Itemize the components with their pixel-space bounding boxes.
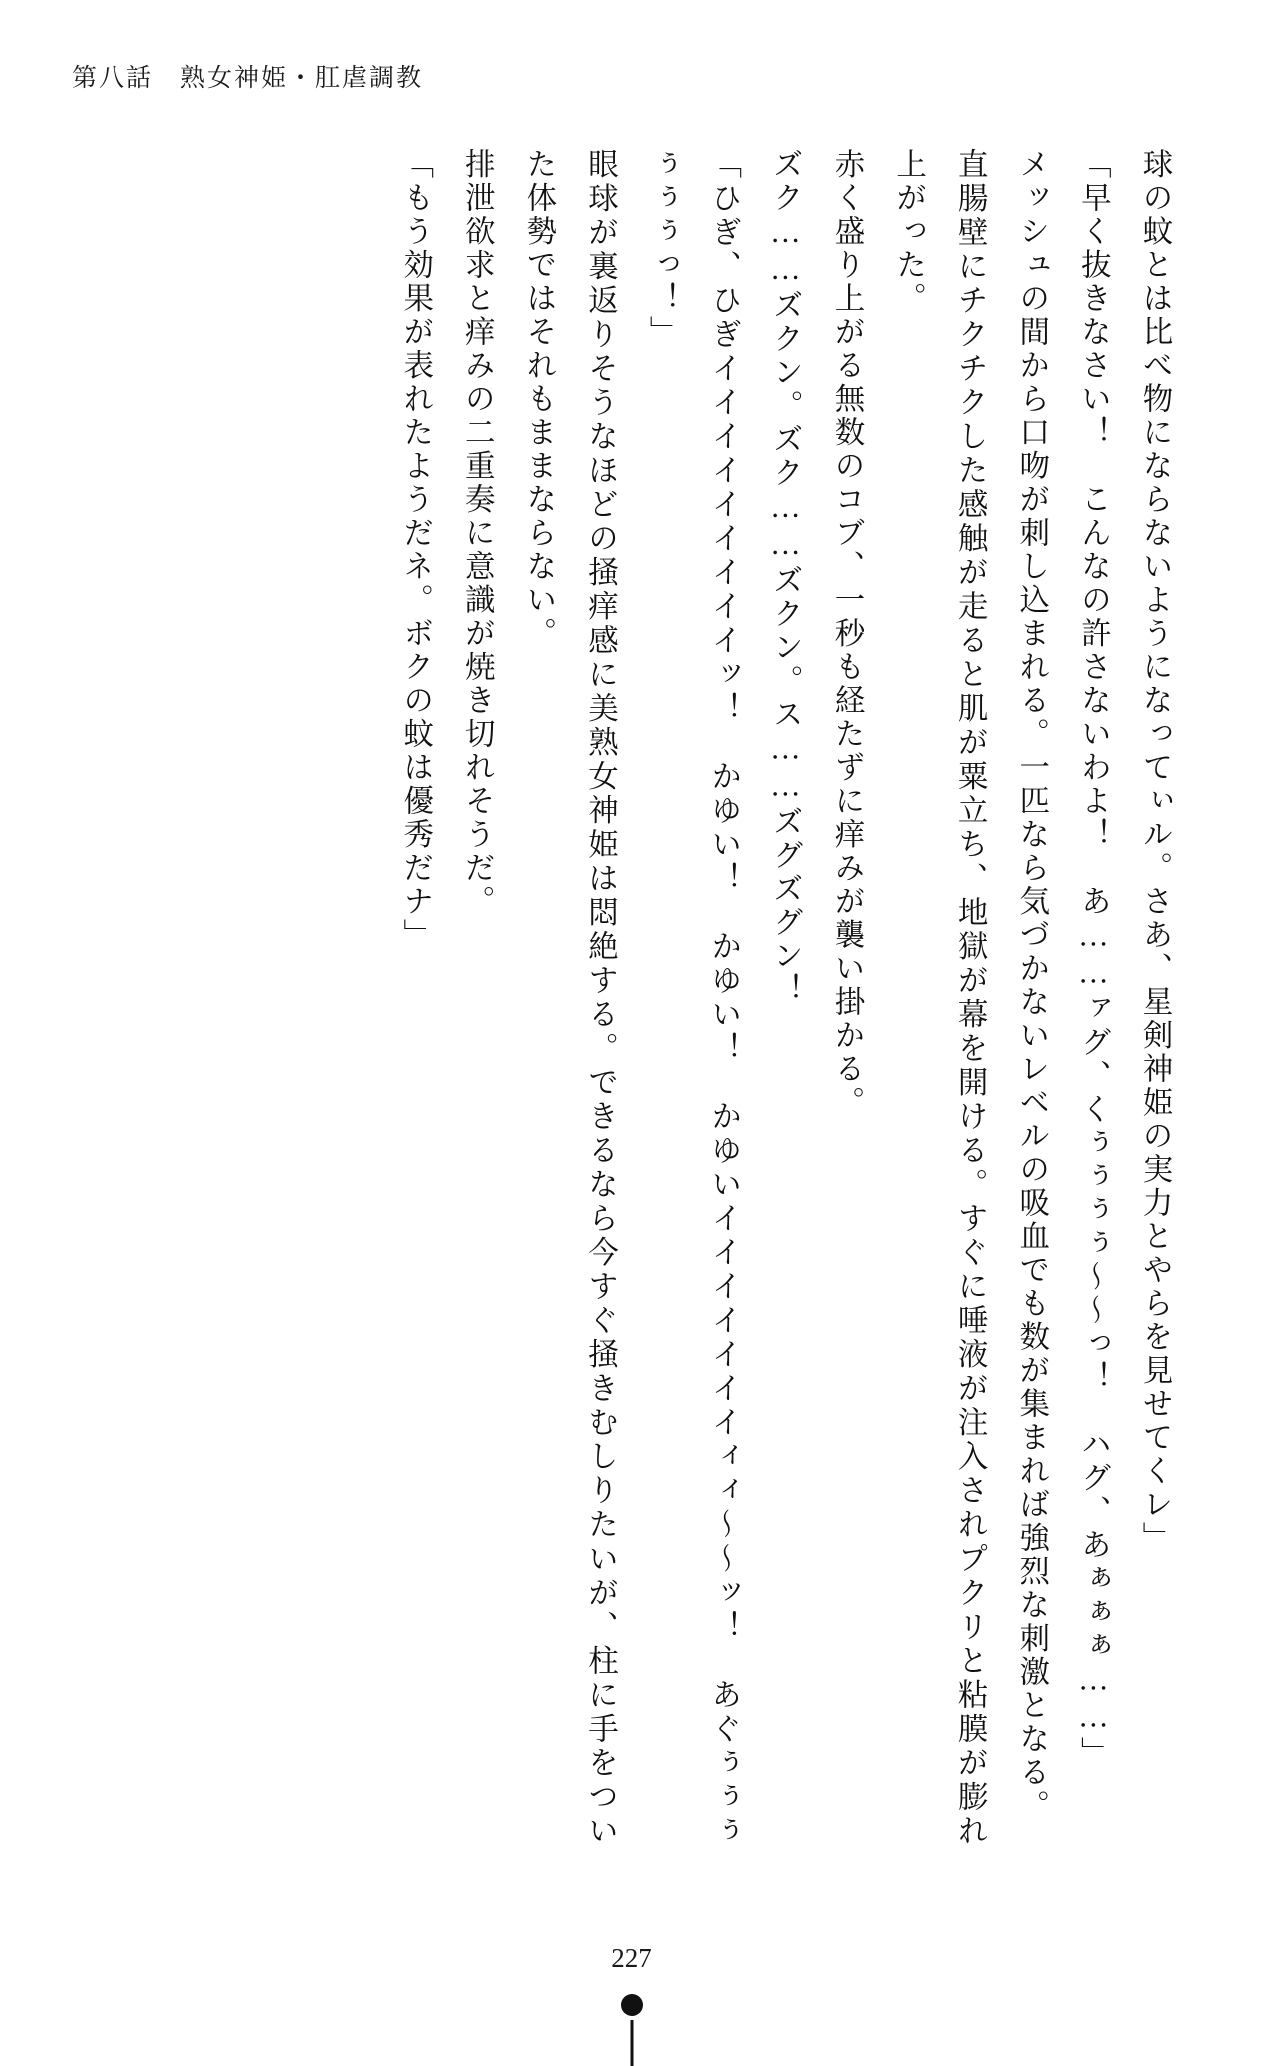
chapter-header: 第八話 熟女神姫・肛虐調教: [72, 65, 424, 92]
page-number: 227: [611, 1943, 652, 1973]
paragraph: 「もう効果が表れたようだネ。ボクの蚊は優秀だナ」: [398, 148, 433, 952]
binding-line-icon: [630, 2020, 633, 2066]
body-text-vertical: [125, 148, 1185, 1848]
paragraph: 「ひぎ、ひぎイイイイイイイイイッ！ かゆい！ かゆい！ かゆいイイイイイイイィィ～～ッ！ あぐぅぅぅぅぅぅっ！」: [645, 148, 741, 1848]
paragraph: メッシュの間から口吻が刺し込まれる。一匹なら気づかないレベルの吸血でも数が集まれば強烈な刺激となる。: [1014, 148, 1049, 1823]
binding-mark-icon: [620, 1994, 644, 2066]
paragraph: 眼球が裏返りそうなほどの掻痒感に美熟女神姫は悶絶する。できるなら今すぐ掻きむしりたいが、柱に手をついた体勢ではそれもままならない。: [521, 148, 618, 1849]
paragraph: 赤く盛り上がる無数のコブ、一秒も経たずに痒みが襲い掛かる。: [829, 148, 864, 1120]
paragraph: 直腸壁にチクチクした感触が走ると肌が粟立ち、地獄が幕を開ける。すぐに唾液が注入されプクリと粘膜が膨れ上がった。: [891, 148, 988, 1848]
paragraph: 球の蚊とは比べ物にならないようになってぃル。さあ、星剣神姫の実力とやらを見せてくレ」: [1138, 148, 1172, 1555]
paragraph: ズク……ズクン。ズク……ズクン。ス……ズグズグン！: [768, 148, 803, 1007]
paragraph: 排泄欲求と痒みの二重奏に意識が焼き切れそうだ。: [460, 148, 495, 919]
paragraph: 「早く抜きなさい！ こんなの許さないわよ！ あ……ァグ、くぅぅぅぅ～～っ！ ハグ、あぁぁぁ……」: [1076, 148, 1111, 1770]
binding-dot-icon: [621, 1994, 643, 2016]
